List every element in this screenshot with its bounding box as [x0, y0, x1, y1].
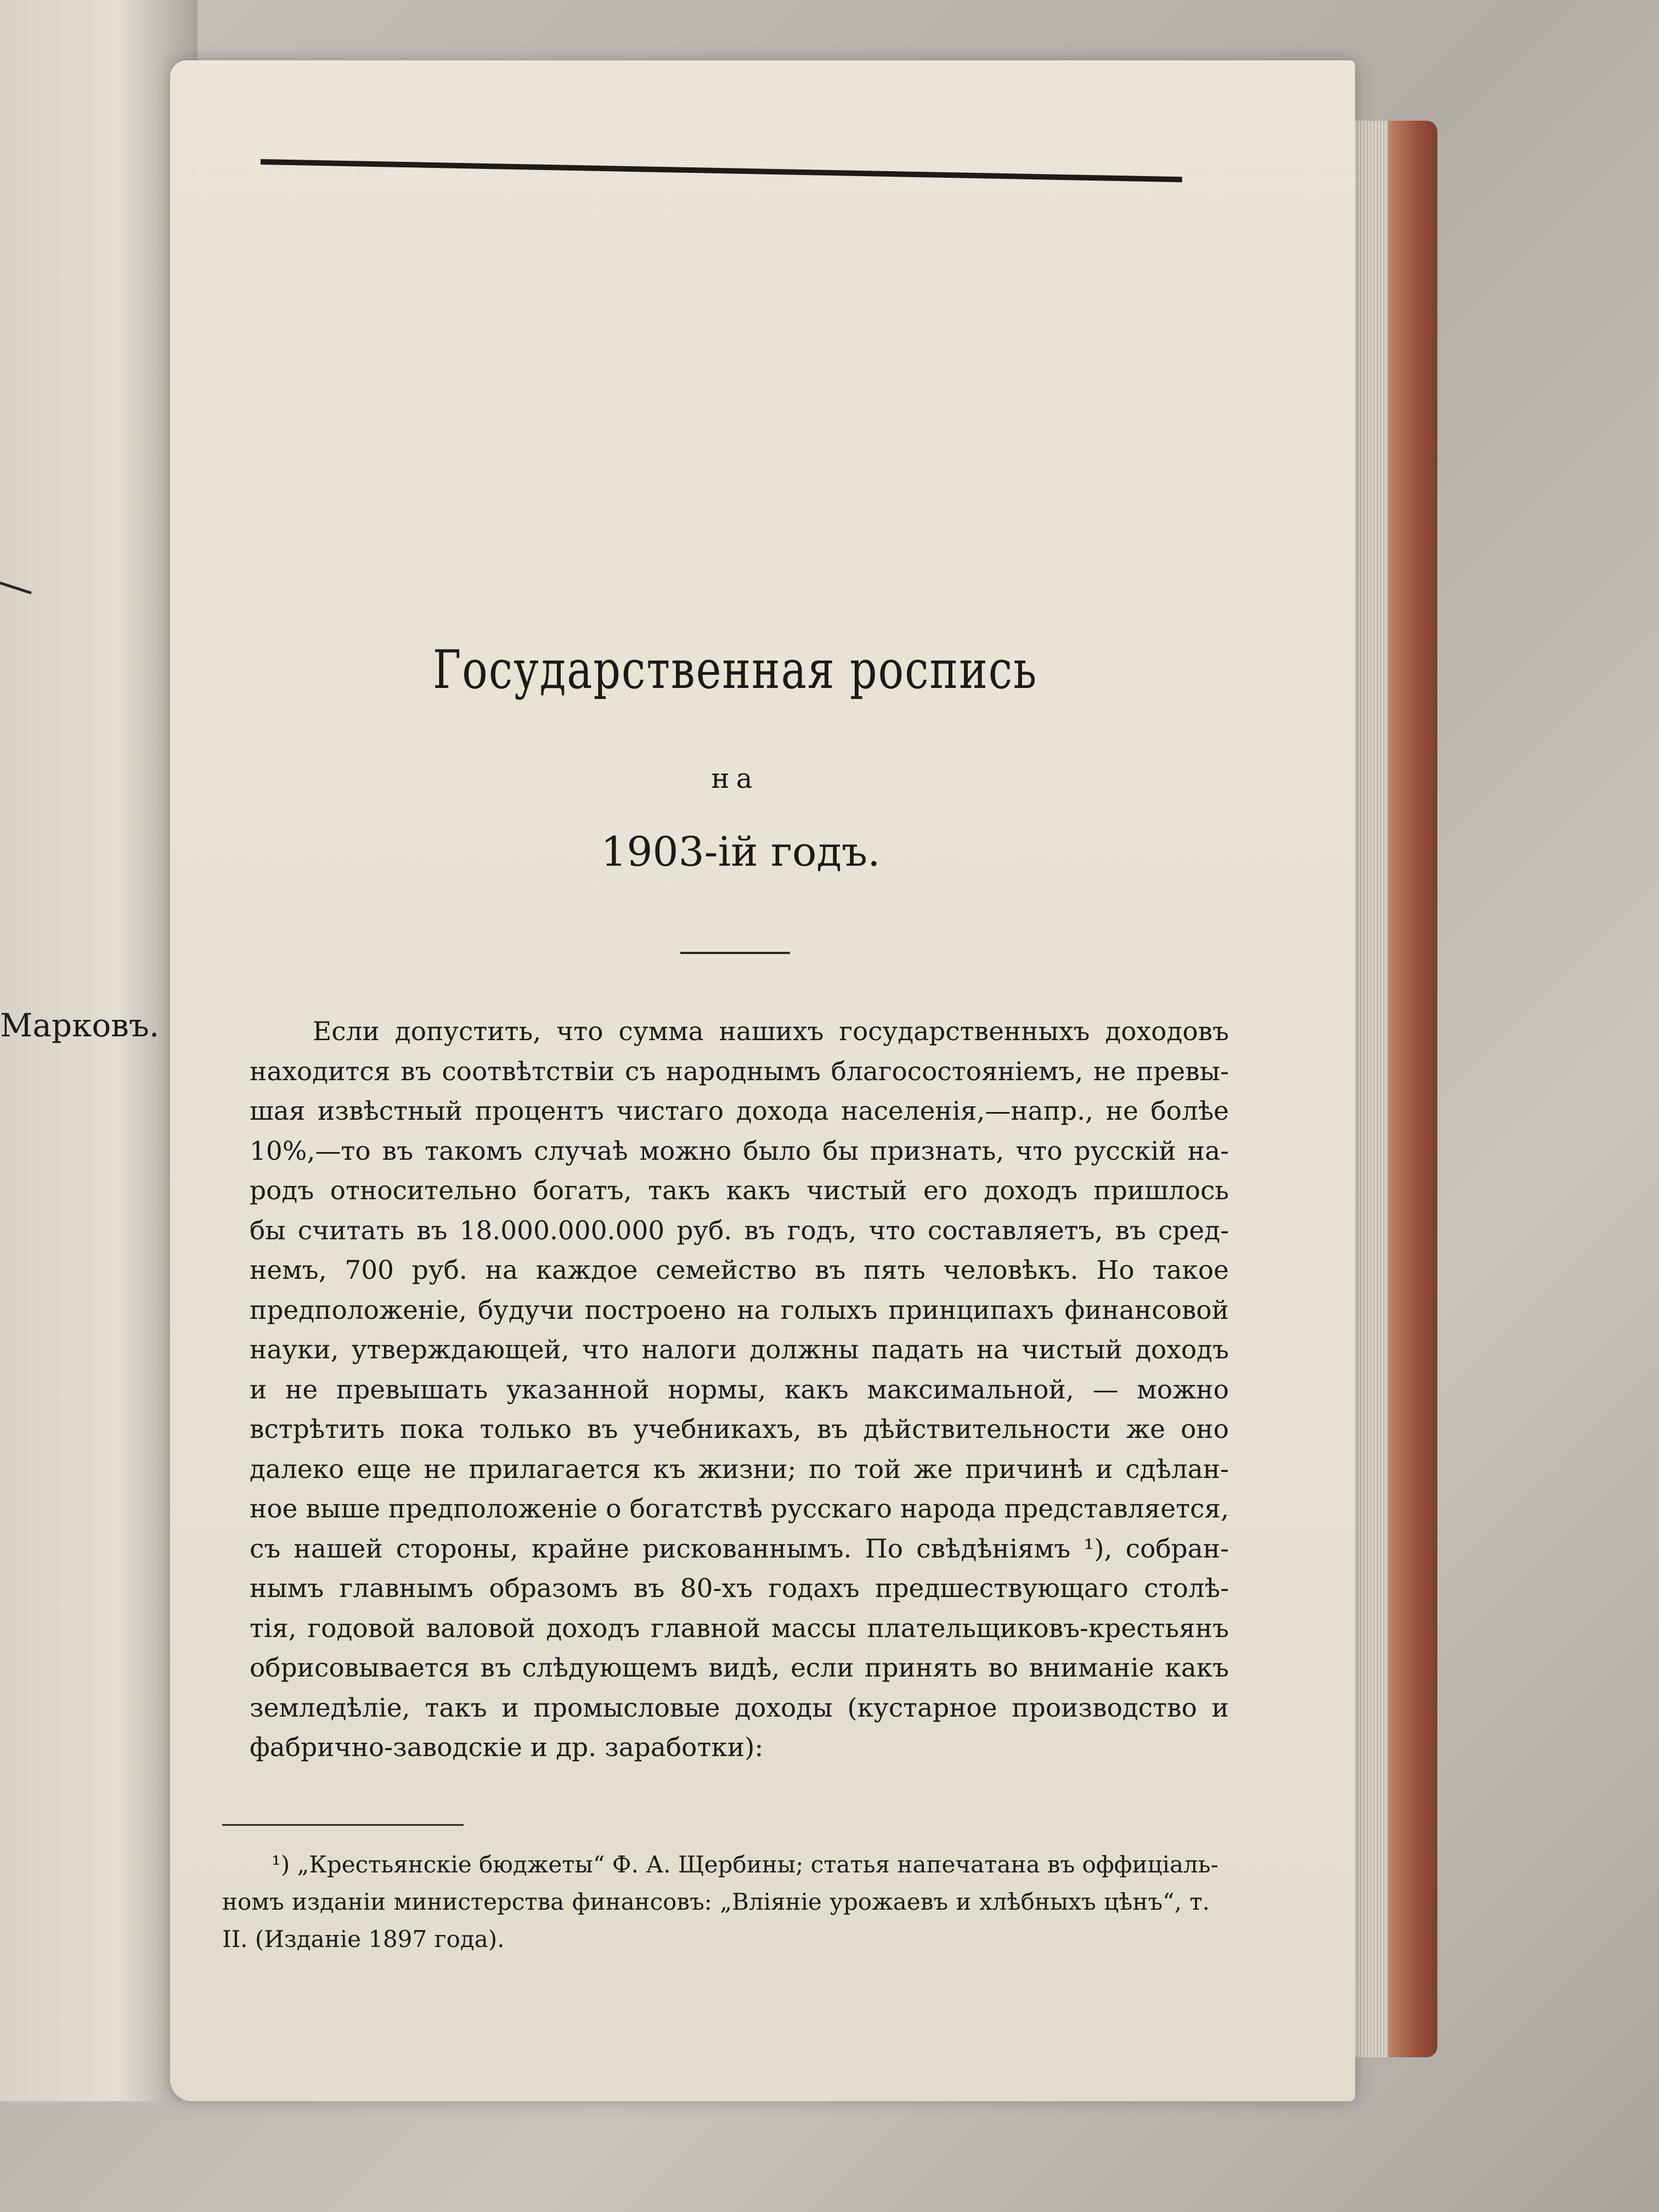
body-line: земледѣліе, такъ и промысловые доходы (кустарное производство и [250, 1692, 1229, 1723]
body-line: обрисовывается въ слѣдующемъ видѣ, если принять во вниманіе какъ [250, 1653, 1229, 1683]
body-line: немъ, 700 руб. на каждое семейство въ пять человѣкъ. Но такое [250, 1255, 1229, 1285]
footnote [222, 1846, 1218, 1958]
body-line: бы считать въ 18.000.000.000 руб. въ годъ, что составляетъ, въ сред- [250, 1215, 1229, 1246]
body-line: родъ относительно богатъ, такъ какъ чистый его доходъ пришлось [250, 1176, 1229, 1206]
body-line: предположеніе, будучи построено на голыхъ принципахъ финансовой [250, 1295, 1229, 1325]
body-line: съ нашей стороны, крайне рискованнымъ. По свѣдѣніямъ ¹), собран- [250, 1533, 1229, 1564]
footnote-line: номъ изданіи министерства финансовъ: „Вліяніе урожаевъ и хлѣбныхъ цѣнъ“, т. [222, 1888, 1210, 1915]
title-rule [680, 952, 790, 954]
body-line: встрѣтить пока только въ учебникахъ, въ дѣйствительности же оно [250, 1414, 1229, 1444]
right-page [170, 60, 1355, 2101]
page-title: Государственная роспись [432, 639, 1038, 701]
title-connector: на [711, 763, 759, 794]
body-line: нымъ главнымъ образомъ въ 80-хъ годахъ предшествующаго столѣ- [250, 1573, 1229, 1604]
footnote-line: II. (Изданіе 1897 года). [222, 1926, 505, 1953]
left-page-fragment: Марковъ. [0, 1007, 160, 1044]
left-page [0, 0, 198, 2101]
body-line: науки, утверждающей, что налоги должны падать на чистый доходъ [250, 1335, 1229, 1365]
body-line: и не превышать указанной нормы, какъ максимальной, — можно [250, 1374, 1229, 1405]
body-line: Если допустить, что сумма нашихъ государственныхъ доходовъ [313, 1017, 1229, 1047]
body-line: находится въ соотвѣтствіи съ народнымъ благосостояніемъ, не превы- [250, 1056, 1229, 1087]
header-rule [261, 159, 1182, 182]
footnote-rule [222, 1824, 464, 1826]
body-paragraph [250, 1012, 1229, 1768]
body-line: фабрично-заводскіе и др. заработки): [250, 1733, 764, 1763]
body-line: 10%,—то въ такомъ случаѣ можно было бы признать, что русскій на- [250, 1136, 1229, 1166]
body-line: тія, годовой валовой доходъ главной массы плательщиковъ-крестьянъ [250, 1613, 1229, 1644]
body-line: далеко еще не прилагается къ жизни; по той же причинѣ и сдѣлан- [250, 1454, 1229, 1485]
title-year: 1903-ій годъ. [601, 828, 881, 876]
footnote-line: ¹) „Крестьянскіе бюджеты“ Ф. А. Щербины; статья напечатана въ оффиціаль- [272, 1851, 1218, 1878]
body-line: шая извѣстный процентъ чистаго дохода населенія,—напр., не болѣе [250, 1096, 1229, 1126]
body-line: ное выше предположеніе о богатствѣ русскаго народа представляется, [250, 1494, 1229, 1524]
left-page-mark [0, 582, 32, 594]
